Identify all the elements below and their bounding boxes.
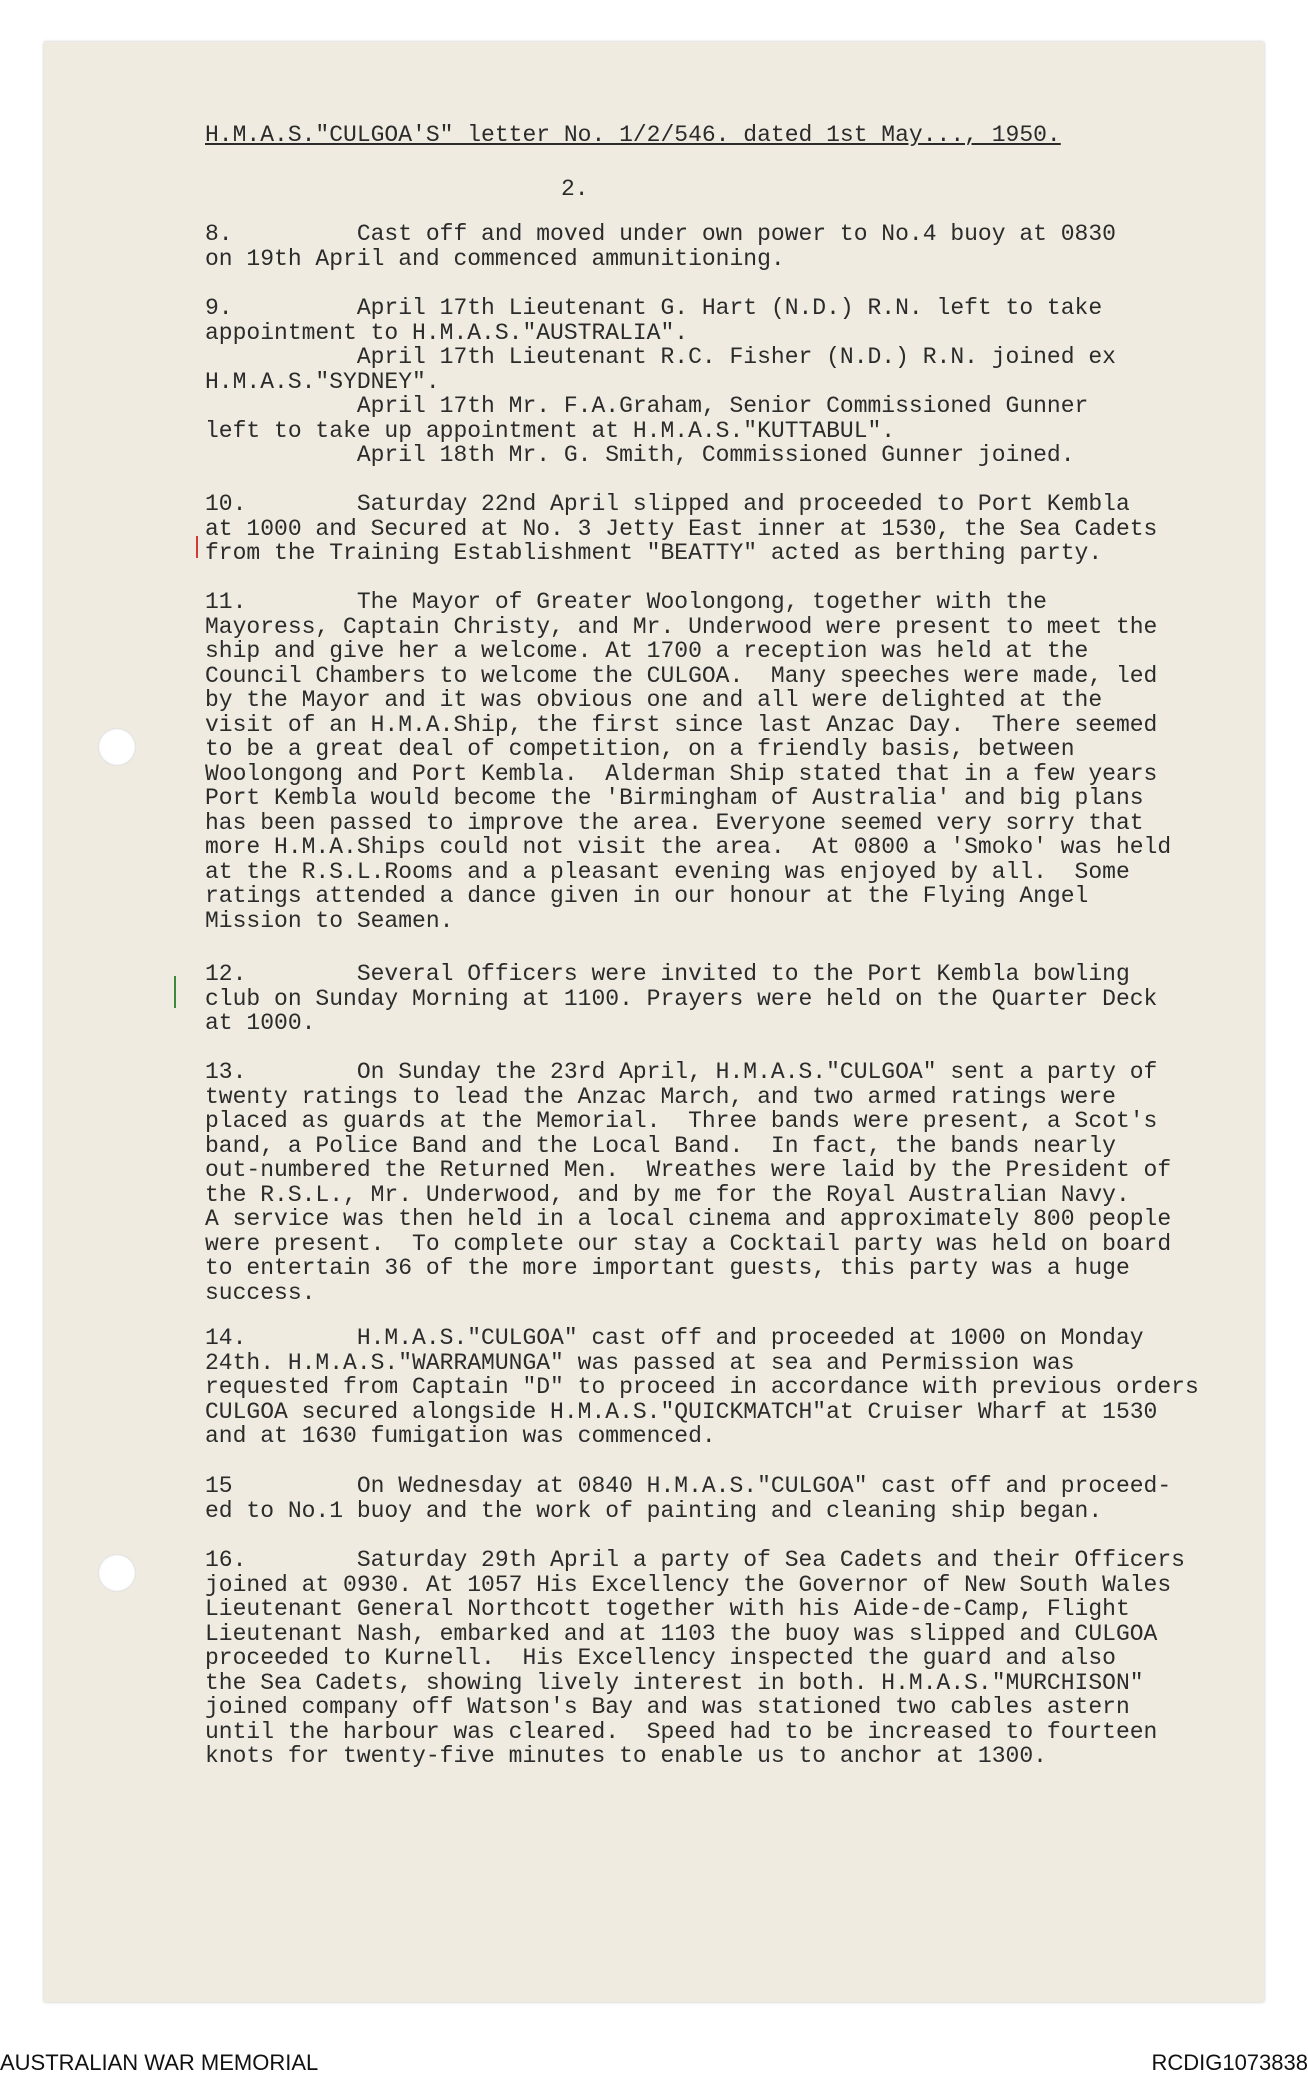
text-line: 10. Saturday 22nd April slipped and proceeded to Port Kembla — [205, 491, 1130, 517]
text-line: 15 On Wednesday at 0840 H.M.A.S."CULGOA" cast off and proceed- — [205, 1473, 1172, 1499]
text-line: left to take up appointment at H.M.A.S."KUTTABUL". — [205, 417, 896, 444]
text-line: 12. Several Officers were invited to the Port Kembla bowling — [205, 961, 1130, 987]
text-line: April 18th Mr. G. Smith, Commissioned Gunner joined. — [205, 442, 1075, 468]
text-line: on 19th April and commenced ammunitioning. — [205, 245, 785, 272]
red-margin-mark — [196, 536, 198, 558]
paragraph-15 — [205, 1474, 1245, 1523]
text-line: at 1000 and Secured at No. 3 Jetty East inner at 1530, the Sea Cadets — [205, 515, 1158, 542]
text-line: visit of an H.M.A.Ship, the first since last Anzac Day. There seemed — [205, 711, 1158, 738]
text-line: out-numbered the Returned Men. Wreathes were laid by the President of — [205, 1157, 1172, 1183]
text-line: Port Kembla would become the 'Birmingham of Australia' and big plans — [205, 785, 1144, 811]
paragraph-14 — [205, 1326, 1245, 1449]
punch-hole-top — [98, 728, 136, 766]
text-line: has been passed to improve the area. Everyone seemed very sorry that — [205, 809, 1144, 836]
page-number: 2. — [561, 176, 589, 202]
text-line: 16. Saturday 29th April a party of Sea Cadets and their Officers — [205, 1547, 1185, 1573]
text-line: until the harbour was cleared. Speed had to be increased to fourteen — [205, 1718, 1158, 1745]
text-line: 9. April 17th Lieutenant G. Hart (N.D.) R.N. left to take — [205, 295, 1103, 321]
text-line: ed to No.1 buoy and the work of painting and cleaning ship began. — [205, 1497, 1103, 1524]
text-line: were present. To complete our stay a Cocktail party was held on board — [205, 1230, 1172, 1257]
text-line: joined company off Watson's Bay and was stationed two cables astern — [205, 1694, 1130, 1720]
text-line: Mayoress, Captain Christy, and Mr. Underwood were present to meet the — [205, 613, 1158, 640]
paragraph-8 — [205, 222, 1245, 271]
text-line: twenty ratings to lead the Anzac March, and two armed ratings were — [205, 1083, 1116, 1110]
text-line: and at 1630 fumigation was commenced. — [205, 1423, 716, 1449]
text-line: 24th. H.M.A.S."WARRAMUNGA" was passed at sea and Permission was — [205, 1349, 1075, 1376]
text-line: requested from Captain "D" to proceed in accordance with previous orders — [205, 1374, 1199, 1400]
text-line: from the Training Establishment "BEATTY" acted as berthing party. — [205, 540, 1103, 566]
text-line: more H.M.A.Ships could not visit the area. At 0800 a 'Smoko' was held — [205, 834, 1172, 860]
text-line: to be a great deal of competition, on a friendly basis, between — [205, 736, 1075, 762]
paragraph-11 — [205, 590, 1245, 933]
text-line: Council Chambers to welcome the CULGOA. Many speeches were made, led — [205, 662, 1158, 689]
text-line: appointment to H.M.A.S."AUSTRALIA". — [205, 319, 689, 346]
text-line: the R.S.L., Mr. Underwood, and by me for the Royal Australian Navy. — [205, 1181, 1130, 1208]
text-line: 14. H.M.A.S."CULGOA" cast off and proceeded at 1000 on Monday — [205, 1325, 1144, 1351]
green-margin-mark — [174, 976, 176, 1008]
text-line: band, a Police Band and the Local Band. In fact, the bands nearly — [205, 1132, 1116, 1159]
text-line: 11. The Mayor of Greater Woolongong, together with the — [205, 589, 1047, 615]
paragraph-9 — [205, 296, 1245, 468]
paragraph-16 — [205, 1548, 1245, 1769]
text-line: knots for twenty-five minutes to enable us to anchor at 1300. — [205, 1743, 1047, 1769]
letter-heading: H.M.A.S."CULGOA'S" letter No. 1/2/546. dated 1st May..., 1950. — [205, 122, 1061, 148]
text-line: Lieutenant Nash, embarked and at 1103 the buoy was slipped and CULGOA — [205, 1620, 1158, 1647]
text-line: ship and give her a welcome. At 1700 a reception was held at the — [205, 638, 1089, 664]
text-line: club on Sunday Morning at 1100. Prayers were held on the Quarter Deck — [205, 985, 1158, 1012]
text-line: success. — [205, 1279, 316, 1306]
text-line: at 1000. — [205, 1010, 316, 1036]
text-line: Woolongong and Port Kembla. Alderman Ship stated that in a few years — [205, 760, 1158, 787]
footer-right: RCDIG1073838 — [1151, 2050, 1308, 2075]
text-line: Mission to Seamen. — [205, 907, 454, 934]
paragraph-13 — [205, 1060, 1245, 1305]
paragraph-10 — [205, 492, 1245, 566]
text-line: 13. On Sunday the 23rd April, H.M.A.S."CULGOA" sent a party of — [205, 1059, 1158, 1085]
text-line: April 17th Mr. F.A.Graham, Senior Commissioned Gunner — [205, 393, 1089, 419]
footer-left: AUSTRALIAN WAR MEMORIAL — [0, 2050, 319, 2075]
text-line: proceeded to Kurnell. His Excellency inspected the guard and also — [205, 1645, 1116, 1671]
text-line: ratings attended a dance given in our honour at the Flying Angel — [205, 883, 1089, 909]
text-line: placed as guards at the Memorial. Three bands were present, a Scot's — [205, 1108, 1158, 1134]
text-line: the Sea Cadets, showing lively interest in both. H.M.A.S."MURCHISON" — [205, 1669, 1144, 1696]
text-line: at the R.S.L.Rooms and a pleasant evening was enjoyed by all. Some — [205, 858, 1130, 885]
text-line: to entertain 36 of the more important guests, this party was a huge — [205, 1255, 1130, 1281]
text-line: joined at 0930. At 1057 His Excellency the Governor of New South Wales — [205, 1571, 1172, 1598]
text-line: H.M.A.S."SYDNEY". — [205, 368, 440, 395]
paragraph-12 — [205, 962, 1245, 1036]
text-line: Lieutenant General Northcott together with his Aide-de-Camp, Flight — [205, 1596, 1130, 1622]
text-line: April 17th Lieutenant R.C. Fisher (N.D.) R.N. joined ex — [205, 344, 1116, 370]
text-line: by the Mayor and it was obvious one and all were delighted at the — [205, 687, 1103, 713]
text-line: A service was then held in a local cinema and approximately 800 people — [205, 1206, 1172, 1232]
text-line: CULGOA secured alongside H.M.A.S."QUICKMATCH"at Cruiser Wharf at 1530 — [205, 1398, 1158, 1425]
text-line: 8. Cast off and moved under own power to No.4 buoy at 0830 — [205, 221, 1116, 247]
punch-hole-bottom — [98, 1554, 136, 1592]
